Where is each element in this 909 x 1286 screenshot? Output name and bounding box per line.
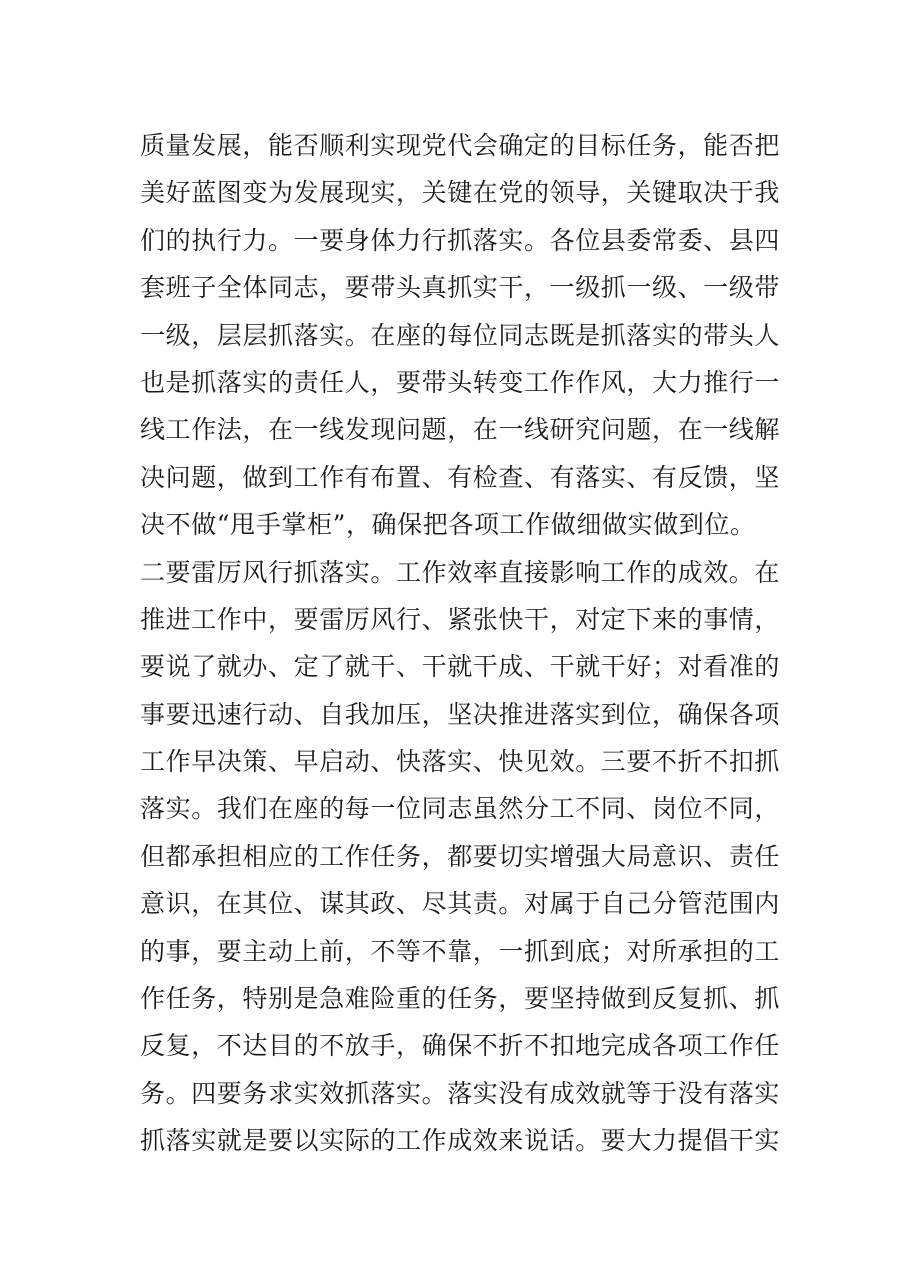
text-line: 决不做“甩手掌柜”，确保把各项工作做细做实做到位。 [140,510,756,540]
text-line: 的事，要主动上前，不等不靠，一抓到底；对所承担的工 [140,936,781,966]
text-line: 工作早决策、早启动、快落实、快见效。三要不折不扣抓 [140,747,781,777]
text-line: 美好蓝图变为发展现实，关键在党的领导，关键取决于我 [140,178,781,208]
text-line: 作任务，特别是急难险重的任务，要坚持做到反复抓、抓 [140,984,781,1014]
text-line: 务。四要务求实效抓落实。落实没有成效就等于没有落实 [140,1078,781,1108]
text-line: 套班子全体同志，要带头真抓实干，一级抓一级、一级带 [140,273,781,303]
text-line: 们的执行力。一要身体力行抓落实。各位县委常委、县四 [140,225,781,255]
text-line: 意识，在其位、谋其政、尽其责。对属于自己分管范围内 [140,889,781,919]
body-text [140,122,780,1165]
text-line: 反复，不达目的不放手，确保不折不扣地完成各项工作任 [140,1031,781,1061]
text-line: 抓落实就是要以实际的工作成效来说话。要大力提倡干实 [140,1126,781,1156]
text-line: 决问题，做到工作有布置、有检查、有落实、有反馈，坚 [140,462,781,492]
text-line: 要说了就办、定了就干、干就干成、干就干好；对看准的 [140,652,781,682]
text-line: 二要雷厉风行抓落实。工作效率直接影响工作的成效。在 [140,557,781,587]
text-line: 也是抓落实的责任人，要带头转变工作作风，大力推行一 [140,367,781,397]
text-line: 但都承担相应的工作任务，都要切实增强大局意识、责任 [140,841,781,871]
text-line: 推进工作中，要雷厉风行、紧张快干，对定下来的事情， [140,604,781,634]
text-line: 事要迅速行动、自我加压，坚决推进落实到位，确保各项 [140,699,781,729]
text-line: 落实。我们在座的每一位同志虽然分工不同、岗位不同， [140,794,781,824]
text-line: 质量发展，能否顺利实现党代会确定的目标任务，能否把 [140,131,781,160]
text-line: 线工作法，在一线发现问题，在一线研究问题，在一线解 [140,415,781,445]
text-line: 一级，层层抓落实。在座的每位同志既是抓落实的带头人 [140,320,781,350]
